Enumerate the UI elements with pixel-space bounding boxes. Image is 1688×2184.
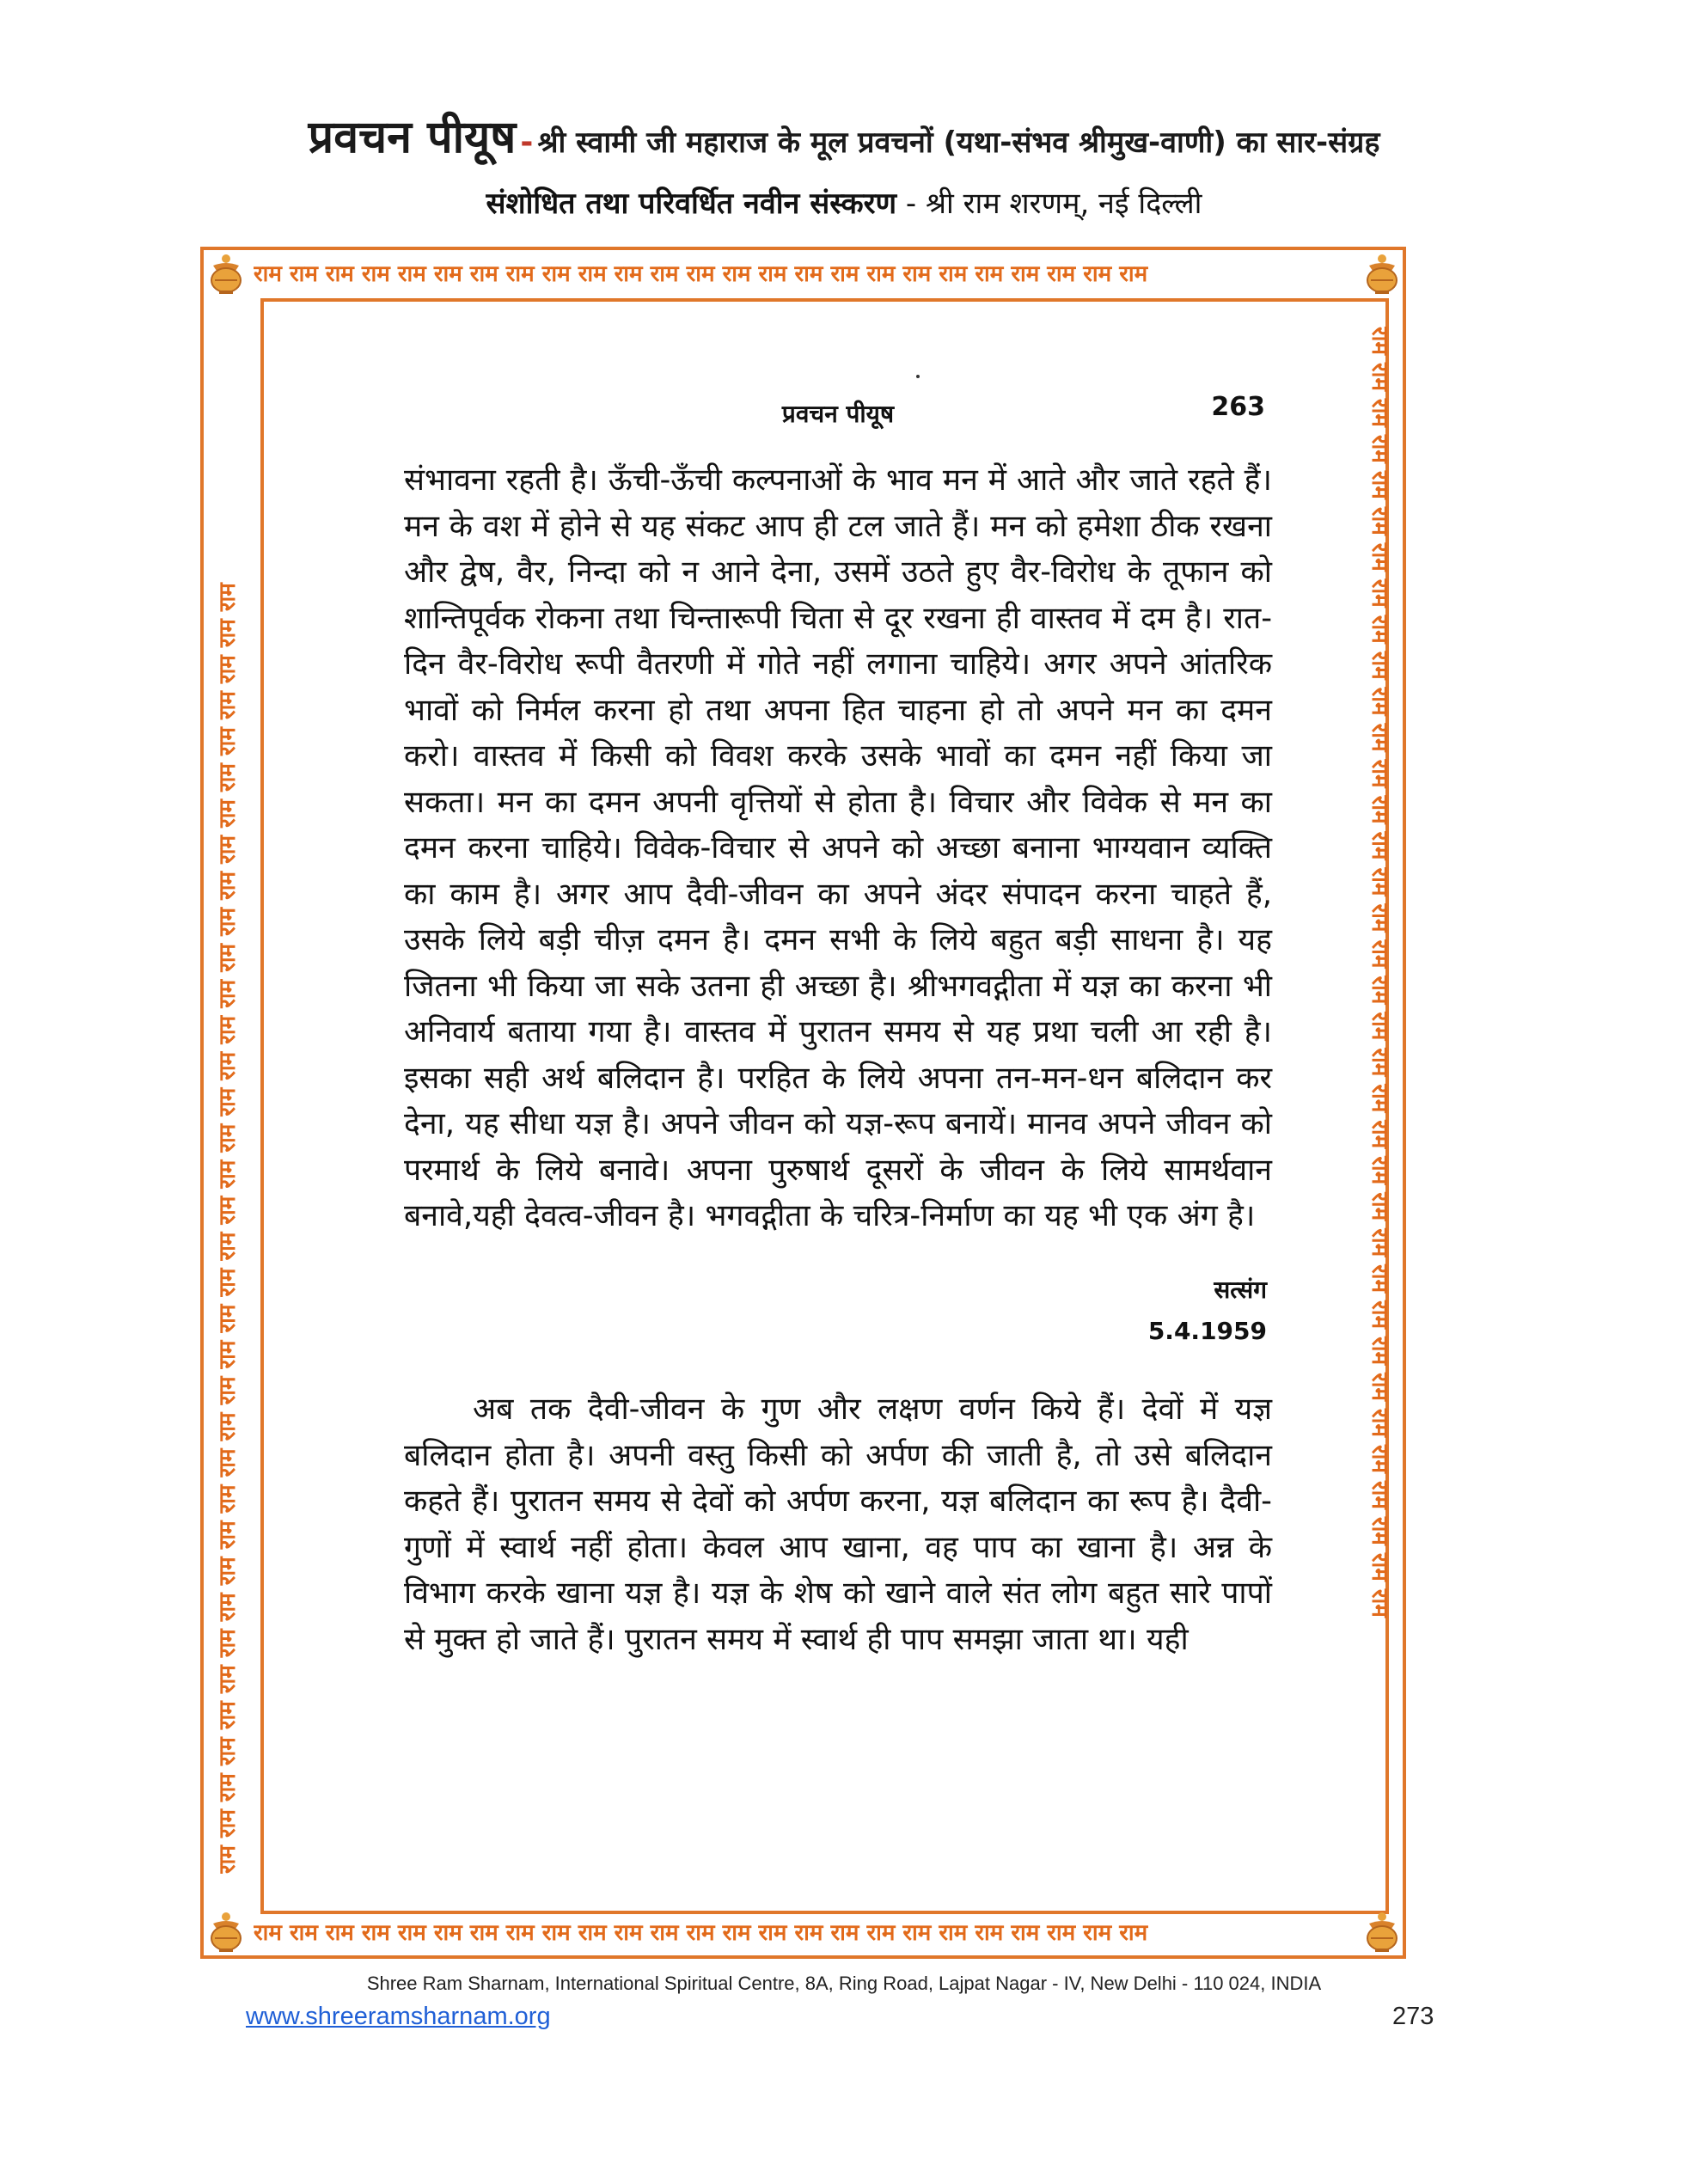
- kalash-icon: [1361, 1910, 1404, 1953]
- border-left-strip: [208, 327, 248, 1874]
- border-right-text: राम राम राम राम राम राम राम राम राम राम राम राम राम राम राम राम राम राम राम राम राम राम राम राम राम राम राम राम राम राम राम राम राम राम राम राम: [1367, 327, 1392, 1618]
- kalash-icon: [205, 252, 248, 295]
- body-paragraph-2: अब तक दैवी-जीवन के गुण और लक्षण वर्णन किये हैं। देवों में यज्ञ बलिदान होता है। अपनी वस्तु किसी को अर्पण की जाती है, तो उसे बलिदान कहते हैं। पुरातन समय से देवों को अर्पण करना, यज्ञ बलिदान का रूप है। दैवी-गुणों में स्वार्थ नहीं होता। केवल आप खाना, वह पाप का खाना है। अन्न के विभाग करके खाना यज्ञ है। यज्ञ के शेष को खाने वाले संत लोग बहुत सारे पापों से मुक्त हो जाते हैं। पुरातन समय में स्वार्थ ही पाप समझा जाता था। यही: [404, 1392, 1272, 1657]
- body-paragraph-1: संभावना रहती है। ऊँची-ऊँची कल्पनाओं के भाव मन में आते और जाते रहते हैं। मन के वश में होने से यह संकट आप ही टल जाते हैं। मन को हमेशा ठीक रखना और द्वेष, वैर, निन्दा को न आने देना, उसमें उठते हुए वैर-विरोध के तूफान को शान्तिपूर्वक रोकना तथा चिन्तारूपी चिता से दूर रखना ही वास्तव में दम है। रात-दिन वैर-विरोध रूपी वैतरणी में गोते नहीं लगाना चाहिये। अगर अपने आंतरिक भावों को निर्मल करना हो तथा अपना हित चाहना हो तो अपने मन का दमन करो। वास्तव में किसी को विवश करके उसके भावों का दमन नहीं किया जा सकता। मन का दमन अपनी वृत्तियों से होता है। विचार और विवेक से मन का दमन करना चाहिये। विवेक-विचार से अपने को अच्छा बनाना भाग्यवान व्यक्ति का काम है। अगर आप दैवी-जीवन का अपने अंदर संपादन करना चाहते हैं, उसके लिये बड़ी चीज़ दमन है। दमन सभी के लिये बहुत बड़ी साधना है। यह जितना भी किया जा सके उतना ही अच्छा है। श्रीभगवद्गीता में यज्ञ का करना भी अनिवार्य बताया गया है। वास्तव में पुरातन समय से यह प्रथा चली आ रही है। इसका सही अर्थ बलिदान है। परहित के लिये अपना तन-मन-धन बलिदान कर देना, यह सीधा यज्ञ है। अपने जीवन को यज्ञ-रूप बनायें। मानव अपने जीवन को परमार्थ के लिये बनावे। अपना पुरुषार्थ दूसरों के जीवन के लिये सामर्थवान बनावे,यही देवत्व-जीवन है। भगवद्गीता के चरित्र-निर्माण का यह भी एक अंग है।: [404, 462, 1272, 1233]
- pdf-page-number: 273: [1392, 2003, 1434, 2030]
- header-dash: -: [520, 125, 534, 160]
- document-header: [0, 105, 1688, 166]
- border-bottom-text: राम राम राम राम राम राम राम राम राम राम राम राम राम राम राम राम राम राम राम राम राम राम राम राम राम: [254, 1920, 1148, 1946]
- edition-label: संशोधित तथा परिवर्धित नवीन संस्करण: [486, 187, 897, 221]
- border-left-text: राम राम राम राम राम राम राम राम राम राम राम राम राम राम राम राम राम राम राम राम राम राम राम राम राम राम राम राम राम राम राम राम राम राम राम राम: [215, 583, 241, 1874]
- satsang-label: सत्संग: [1214, 1276, 1267, 1304]
- scan-speck: [916, 375, 920, 378]
- running-title: प्रवचन पीयूष: [781, 400, 895, 428]
- kalash-icon: [1361, 252, 1404, 295]
- footer-address: Shree Ram Sharnam, International Spiritual Centre, 8A, Ring Road, Lajpat Nagar - IV, New Delhi - 110 024, INDIA: [366, 1973, 1322, 1994]
- running-header: [404, 387, 1272, 438]
- scanned-page: [404, 387, 1272, 1693]
- edition-line: [0, 182, 1688, 222]
- header-subtitle: श्री स्वामी जी महाराज के मूल प्रवचनों (यथा-संभव श्रीमुख-वाणी) का सार-संग्रह: [537, 125, 1380, 160]
- book-page-number: 263: [1211, 392, 1265, 422]
- border-top-text: राम राम राम राम राम राम राम राम राम राम राम राम राम राम राम राम राम राम राम राम राम राम राम राम राम: [254, 261, 1148, 287]
- satsang-date: 5.4.1959: [1147, 1317, 1267, 1345]
- border-right-strip: [1360, 327, 1399, 1874]
- website-link[interactable]: www.shreeramsharnam.org: [246, 2003, 551, 2030]
- kalash-icon: [205, 1910, 248, 1953]
- header-title: प्रवचन पीयूष: [308, 112, 517, 163]
- edition-publisher: - श्री राम शरणम्, नई दिल्ली: [905, 187, 1202, 221]
